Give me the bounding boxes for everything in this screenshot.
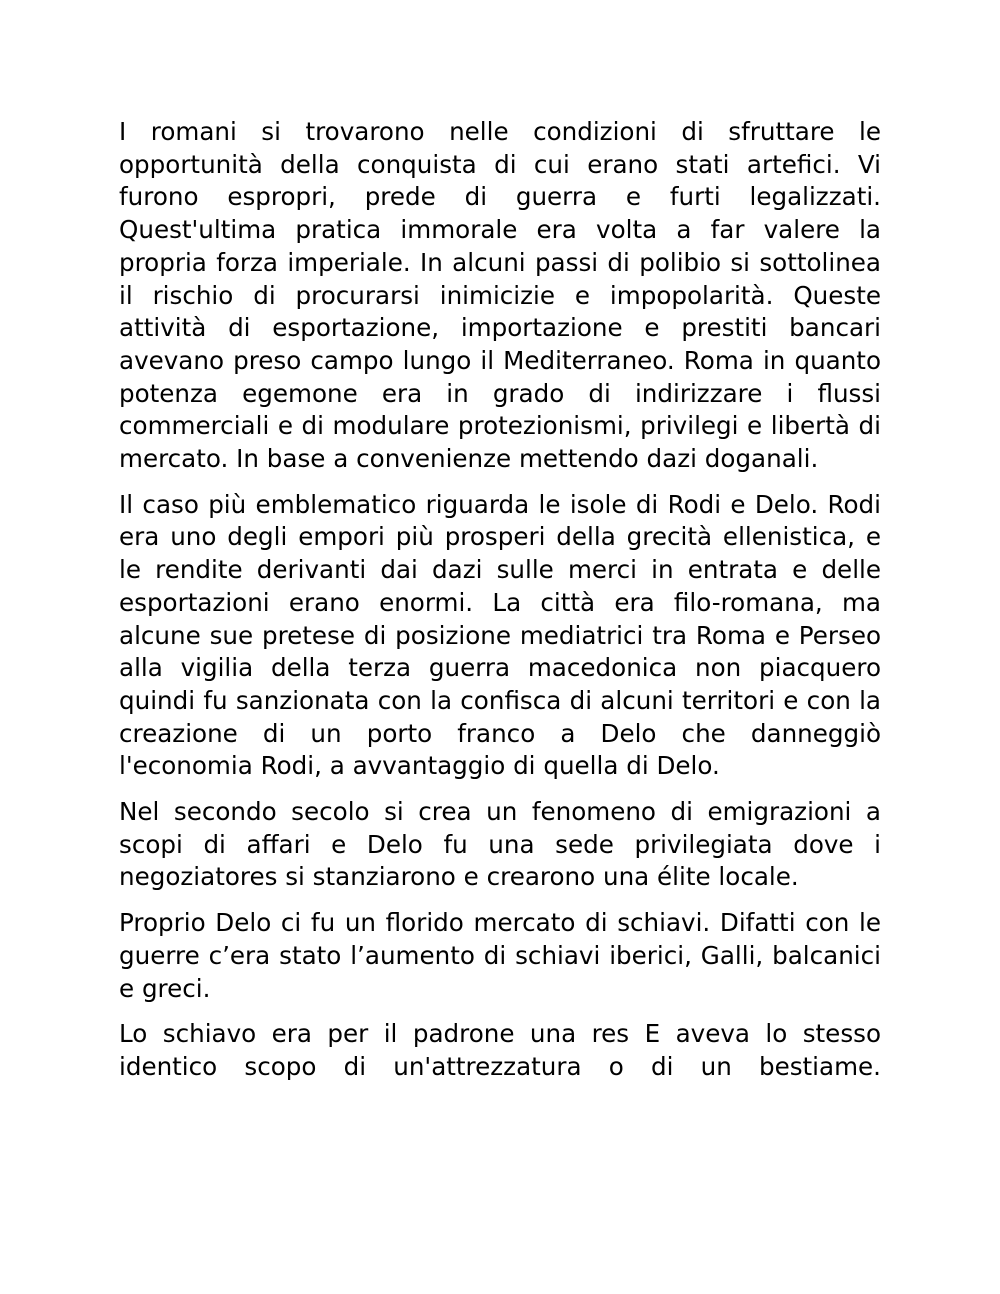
paragraph-conquista: I romani si trovarono nelle condizioni di sfruttare le opportunità della conquista di cui erano stati artefici. Vi furono espropri, prede di guerra e furti legalizzati. Quest'ultima pratica immorale era volta a far valere la propria forza imperiale. In alcuni passi di polibio si sottolinea il rischio di procurarsi inimicizie e impopolarità. Queste attività di esportazione, importazione e prestiti bancari avevano preso campo lungo il Mediterraneo. Roma in quanto potenza egemone era in grado di indirizzare i flussi commerciali e di modulare protezionismi, privilegi e libertà di mercato. In base a convenienze mettendo dazi doganali. (119, 117, 881, 474)
document-page (119, 116, 881, 1097)
paragraph-rodi-delo: Il caso più emblematico riguarda le isole di Rodi e Delo. Rodi era uno degli empori più prosperi della grecità ellenistica, e le rendite derivanti dai dazi sulle merci in entrata e delle esportazioni erano enormi. La città era filo-romana, ma alcune sue pretese di posizione mediatrici tra Roma e Perseo alla vigilia della terza guerra macedonica non piacquero quindi fu sanzionata con la confisca di alcuni territori e con la creazione di un porto franco a Delo che danneggiò l'economia Rodi, a avvantaggio di quella di Delo. (119, 489, 881, 781)
paragraph-schiavo-res: Lo schiavo era per il padrone una res E aveva lo stesso identico scopo di un'attrezzatura o di un bestiame. (119, 1019, 881, 1081)
paragraph-mercato-schiavi: Proprio Delo ci fu un florido mercato di schiavi. Difatti con le guerre c’era stato l’aumento di schiavi iberici, Galli, balcanici e greci. (119, 908, 881, 1003)
paragraph-emigrazioni: Nel secondo secolo si crea un fenomeno di emigrazioni a scopi di affari e Delo fu una sede privilegiata dove i negoziatores si stanziarono e crearono una élite locale. (119, 797, 881, 892)
